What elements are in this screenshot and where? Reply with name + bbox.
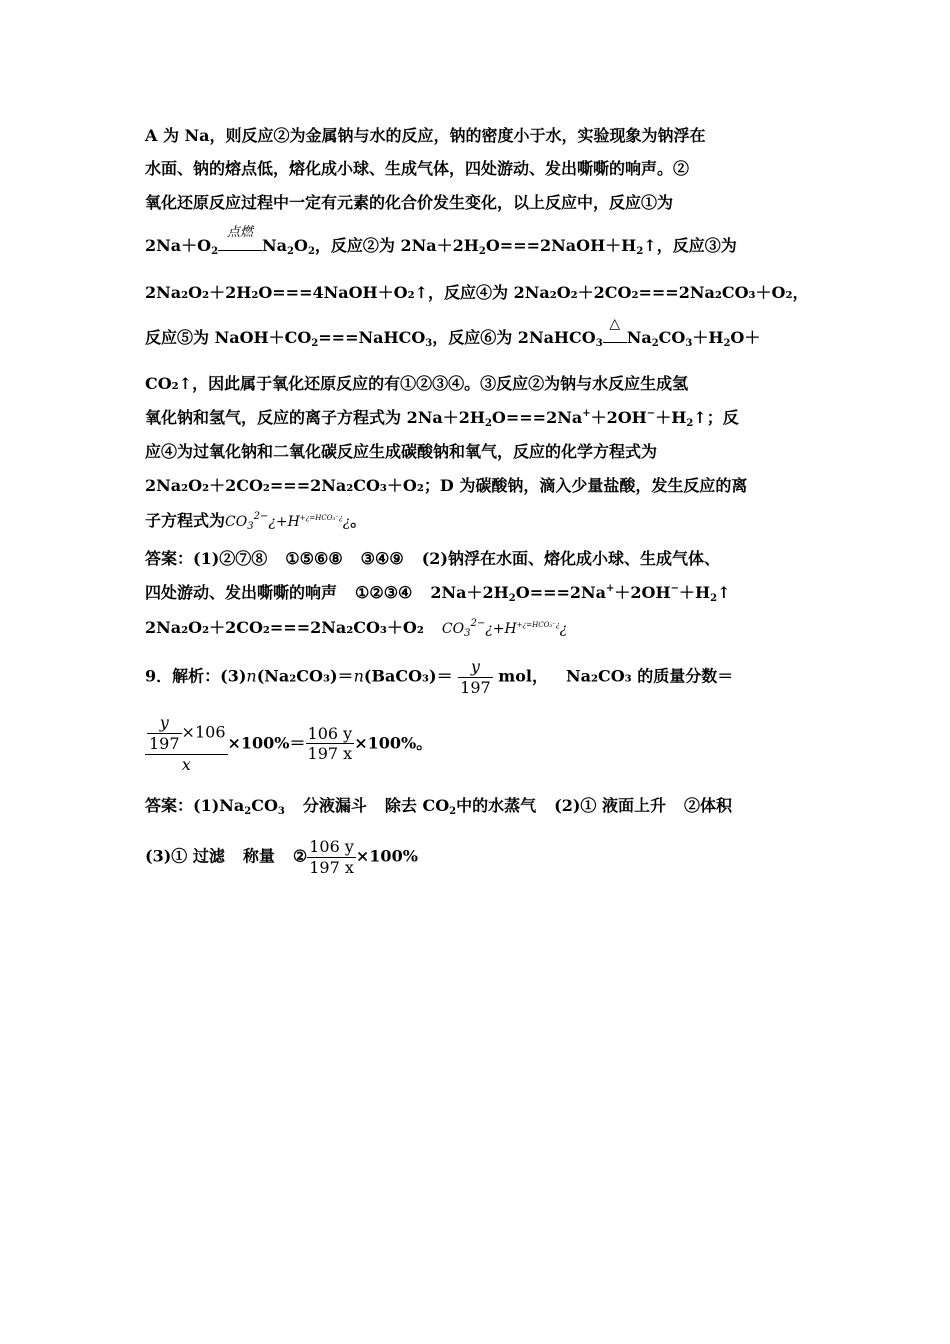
text: CO₂↑，因此属于氧化还原反应的有①②③④。③反应②为钠与水反应生成氢: [145, 374, 689, 393]
text-line: [145, 128, 810, 144]
answer-line: [145, 618, 568, 639]
text: 答案：(1)②⑦⑧: [145, 549, 268, 568]
text-line: [145, 511, 367, 532]
text: O===2Na: [515, 583, 607, 602]
heat-condition: [603, 316, 627, 343]
text: ↑；反: [693, 408, 739, 427]
text: ＋H: [655, 408, 687, 427]
text: 。: [350, 511, 367, 530]
text: ＋2OH: [590, 408, 647, 427]
text: 子方程式为: [145, 511, 226, 530]
answer-line: 四处游动、发出嘶嘶的响声 ①②③④ $2Na+2H_2O===2Na^++2OH^-+H_2↑$: [145, 583, 731, 604]
question-9-line: 9．解析：(3)n(Na₂CO₃)＝n(BaCO₃)＝ $\frac{y}{197}$ mol， Na₂CO₃ 的质量分数＝: [145, 657, 734, 697]
text: O===2Na: [491, 408, 583, 427]
text: 2Na₂O₂＋2H₂O===4NaOH＋O₂↑，反应④为 2Na₂O₂＋2CO₂===2Na₂CO₃＋O₂，: [145, 283, 809, 302]
mass-fraction-equation: [145, 714, 432, 774]
reaction-condition: [218, 225, 262, 251]
text: 2Na＋O: [145, 236, 212, 255]
answer-line: [145, 551, 720, 567]
text: 答案：(1)Na: [145, 796, 245, 815]
text: ＋2OH: [614, 583, 671, 602]
text: ×100%。: [354, 733, 433, 753]
condition-label: 点燃: [227, 225, 254, 240]
text: ③④⑨: [360, 549, 404, 568]
text: ①②③④: [355, 583, 413, 602]
text: 四处游动、发出嘶嘶的响声: [145, 583, 338, 602]
compound-fraction: $\frac{y}{197}$ ×106 x: [145, 714, 228, 774]
equation-line: 反应⑤为 $NaOH+CO_2===NaHCO_3$，反应⑥为 2NaHCO$_3$ △ $Na_2CO_3+H_2O+$: [145, 316, 761, 349]
garbled-formula: $CO_3^{2-}¿+H^{+¿=HCO_3^-¿}¿$: [441, 618, 568, 639]
text: 2Na₂O₂＋2CO₂===2Na₂CO₃＋O₂: [145, 618, 424, 637]
text: ，反应②为 2Na＋2H: [314, 236, 479, 255]
equation-line: $2Na+O_2$ 点燃 $Na_2O_2$，反应②为 $2Na+2H_2O===2NaOH+H_2↑$，反应③为: [145, 225, 737, 257]
text-line: [145, 161, 810, 177]
delta-icon: △: [609, 316, 621, 332]
text: ===NaHCO: [318, 328, 426, 347]
answer-line: (3)① 过滤 称量 ② $\frac{106 y}{197 x}$ ×100%: [145, 837, 418, 877]
fraction: $\frac{y}{197}$: [460, 657, 491, 697]
text: A 为 Na，则反应②为金属钠与水的反应，钠的密度小于水，实验现象为钠浮在: [145, 126, 706, 145]
text: (3)① 过滤: [145, 846, 225, 866]
text: Na: [626, 328, 652, 347]
text: 氧化还原反应过程中一定有元素的化合价发生变化，以上反应中，反应①为: [145, 193, 674, 212]
text: ，反应⑥为 2NaHCO: [432, 328, 596, 347]
garbled-formula: $CO_3^{2-}¿+H^{+¿=HCO_3^-¿}¿$: [225, 511, 351, 532]
text-line: [145, 478, 747, 494]
equation-line: [145, 285, 808, 301]
text: O===2NaOH＋H: [485, 236, 637, 255]
fraction: $\frac{106 y}{197 x}$: [307, 723, 353, 764]
text: 反应⑤为 NaOH＋CO: [145, 328, 312, 347]
text: 氧化钠和氢气，反应的离子方程式为 2Na＋2H: [145, 408, 485, 427]
text-line: [145, 376, 688, 392]
text: 9．解析：(3): [145, 666, 247, 686]
text: ①⑤⑥⑧: [285, 549, 343, 568]
fraction: $\frac{106 y}{197 x}$: [309, 837, 354, 877]
text: 水面、钠的熔点低，熔化成小球、生成气体，四处游动、发出嘶嘶的响声。②: [145, 159, 690, 178]
text: O＋: [730, 328, 761, 347]
text: ↑: [717, 583, 731, 602]
text: (2)钠浮在水面、熔化成小球、生成气体、: [421, 549, 720, 568]
text-line: [145, 195, 810, 211]
text-line: [145, 444, 810, 460]
text: ×100%＝: [227, 733, 306, 753]
text: ＋H: [692, 328, 724, 347]
text: Na: [262, 236, 288, 255]
text: 2Na₂O₂＋2CO₂===2Na₂CO₃＋O₂；D 为碳酸钠，滴入少量盐酸，发生反应的离: [145, 476, 748, 495]
text: ↑，反应③为: [643, 236, 737, 255]
text: 应④为过氧化钠和二氧化碳反应生成碳酸钠和氧气，反应的化学方程式为: [145, 442, 658, 461]
answer-line: 答案：$(1)Na_2CO_3$ 分液漏斗 除去 $CO_2$中的水蒸气 (2)① 液面上升 ②体积: [145, 796, 733, 817]
text: ＋H: [679, 583, 711, 602]
text: CO: [658, 328, 686, 347]
text: 2Na＋2H: [430, 583, 509, 602]
text-line: 氧化钠和氢气，反应的离子方程式为 $2Na+2H_2O===2Na^++2OH^-+H_2↑$；反: [145, 408, 739, 429]
